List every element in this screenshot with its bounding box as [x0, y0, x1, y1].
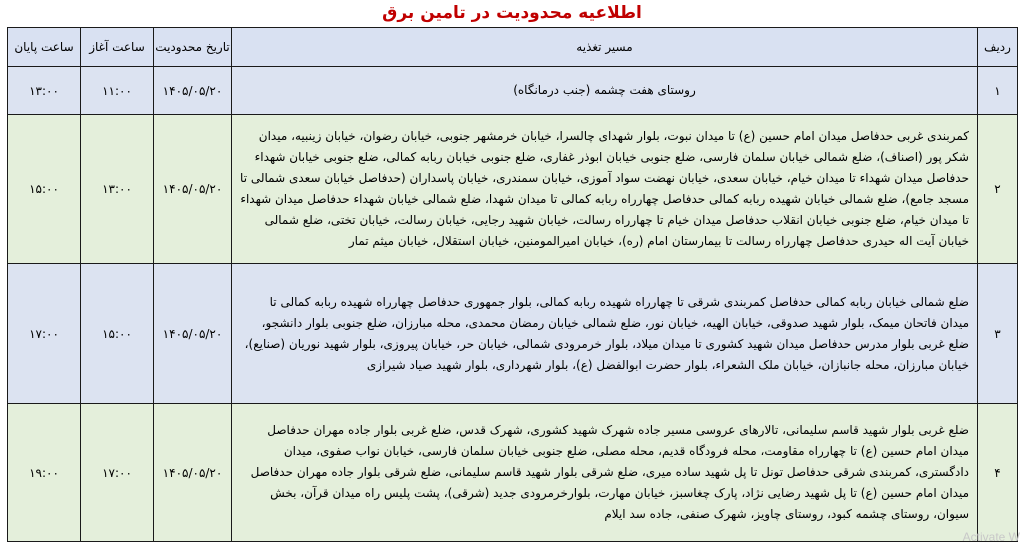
- start-time-cell: ۱۱:۰۰: [81, 67, 154, 115]
- header-start-time: ساعت آغاز: [81, 28, 154, 67]
- table-row: [8, 404, 1018, 542]
- header-end-time: ساعت پایان: [8, 28, 81, 67]
- route-cell: ضلع غربی بلوار شهید قاسم سلیمانی، تالارهای عروسی مسیر جاده شهرک شهید کشوری، شهرک قدس، ضلع غربی بلوار جاده مهران حدفاصل میدان امام حسین (ع) تا چهارراه مقاومت، محله فرودگاه قدیم، محله مصلی، ضلع جنوبی خیابان سلمان فارسی، خیابان نواب صفوی، میدان دادگستری، کمربندی شرقی حدفاصل تونل تا پل شهید ساده میری، ضلع شرقی بلوار شهید قاسم سلیمانی، ضلع شرقی بلوار جاده مهران حدفاصل میدان امام حسین (ع) تا پل شهید رضایی نژاد، پارک چغاسبز، خیابان مهارت، بلوارخرمرودی جدید (شرقی)، پشت پلیس راه میدان قرآن، بخش سیوان، روستای چشمه کبود، روستای چاویز، شهرک صنفی، جاده سد ایلام: [232, 404, 978, 542]
- row-number: ۴: [978, 404, 1018, 542]
- route-cell: روستای هفت چشمه (جنب درمانگاه): [232, 67, 978, 115]
- row-number: ۳: [978, 264, 1018, 404]
- end-time-cell: ۱۷:۰۰: [8, 264, 81, 404]
- table-row: [8, 67, 1018, 115]
- start-time-cell: ۱۷:۰۰: [81, 404, 154, 542]
- date-cell: ۱۴۰۵/۰۵/۲۰: [154, 404, 232, 542]
- date-cell: ۱۴۰۵/۰۵/۲۰: [154, 264, 232, 404]
- route-cell: کمربندی غربی حدفاصل میدان امام حسین (ع) تا میدان نبوت، بلوار شهدای چالسرا، خیابان خرمشهر جنوبی، خیابان رضوان، خیابان زینبیه، میدان شکر پور (اصناف)، ضلع شمالی خیابان سلمان فارسی، ضلع جنوبی خیابان ابوذر غفاری، ضلع جنوبی خیابان ربابه کمالی، ضلع جنوبی خیابان شهداء حدفاصل میدان شهداء تا میدان خیام، خیابان سعدی، خیابان نهضت سواد آموزی، خیابان سمندری، خیابان پاسداران (حدفاصل خیابان سعدی شمالی تا مسجد جامع)، ضلع شمالی خیابان شهیده ربابه کمالی حدفاصل چهارراه ربابه کمالی تا میدان شهدا، ضلع شمالی خیابان شهداء حدفاصل میدان شهداء تا میدان خیام، ضلع جنوبی خیابان انقلاب حدفاصل میدان خیام تا چهارراه رسالت، خیابان شهید رجایی، خیابان رسالت، خیابان تختی، ضلع شمالی خیابان آیت اله حیدری حدفاصل چهارراه رسالت تا بیمارستان امام (ره)، خیابان امیرالمومنین، خیابان استقلال، خیابان میثم تمار: [232, 115, 978, 264]
- end-time-cell: ۱۵:۰۰: [8, 115, 81, 264]
- route-cell: ضلع شمالی خیابان ربابه کمالی حدفاصل کمربندی شرقی تا چهارراه شهیده ربابه کمالی، بلوار جمهوری حدفاصل چهارراه شهیده ربابه کمالی تا میدان فاتحان میمک، بلوار شهید صدوقی، خیابان الهیه، خیابان نور، ضلع شمالی خیابان رمضان محمدی، محله مبارزان، ضلع جنوبی بلوار دانشجو، ضلع غربی بلوار مدرس حدفاصل میدان شهید کشوری تا میدان میلاد، بلوار خرمرودی شمالی، خیابان حر، خیابان پیروزی، بلوار شهید نوریان (صنایع)، خیابان مبارزان، محله جانبازان، خیابان ملک الشعراء، بلوار حضرت ابوالفضل (ع)، بلوار شهرداری، بلوار شهید صیاد شیرازی: [232, 264, 978, 404]
- date-cell: ۱۴۰۵/۰۵/۲۰: [154, 67, 232, 115]
- page-title: اطلاعیه محدودیت در تامین برق: [382, 3, 642, 23]
- header-route: مسیر تغذیه: [232, 28, 978, 67]
- row-number: ۲: [978, 115, 1018, 264]
- row-number: ۱: [978, 67, 1018, 115]
- table-row: [8, 264, 1018, 404]
- activation-watermark: Activate W: [962, 530, 1020, 544]
- end-time-cell: ۱۹:۰۰: [8, 404, 81, 542]
- table-header-row: [8, 28, 1018, 67]
- outage-table: [7, 27, 1018, 542]
- end-time-cell: ۱۳:۰۰: [8, 67, 81, 115]
- header-row-number: ردیف: [978, 28, 1018, 67]
- start-time-cell: ۱۳:۰۰: [81, 115, 154, 264]
- date-cell: ۱۴۰۵/۰۵/۲۰: [154, 115, 232, 264]
- table-row: [8, 115, 1018, 264]
- start-time-cell: ۱۵:۰۰: [81, 264, 154, 404]
- header-date: تاریخ محدودیت: [154, 28, 232, 67]
